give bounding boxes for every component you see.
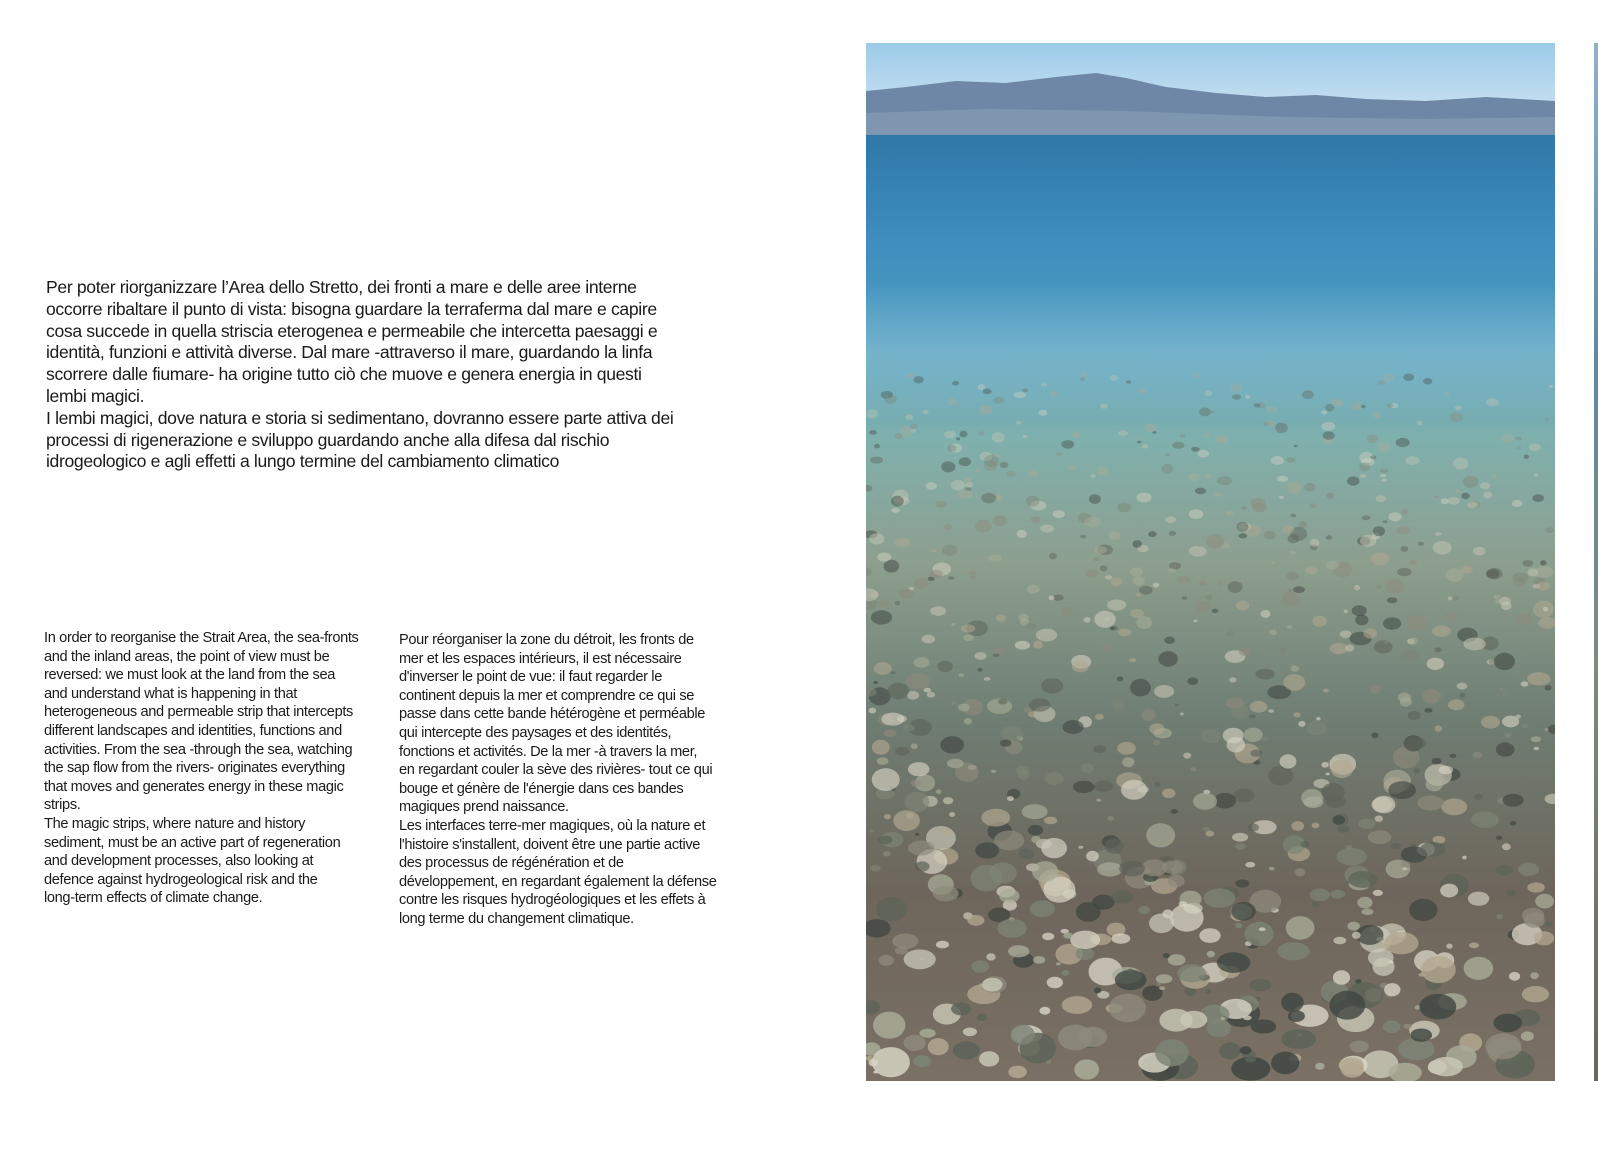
english-paragraph-2: The magic strips, where nature and history sediment, must be an active part of regeneration and development processes, also looking at defence against hydrogeological risk and the long-term effects of climate change.	[44, 815, 341, 907]
english-paragraph-1: In order to reorganise the Strait Area, the sea-fronts and the inland areas, the point of view must be reversed: we must look at the land from the sea and understand what is happening in that heterogeneous and permeable strip that intercepts different landscapes and identities, functions and activities. From the sea -through the sea, watching the sap flow from the rivers- originates everything that moves and generates energy in these magic strips.	[44, 630, 359, 814]
english-text-column	[44, 629, 389, 908]
italian-text-block	[46, 277, 726, 473]
french-text-column	[399, 631, 744, 929]
sea-shore-illustration	[866, 43, 1555, 1081]
next-page-edge	[1594, 43, 1598, 1081]
french-paragraph-1: Pour réorganiser la zone du détroit, les fronts de mer et les espaces intérieurs, il est nécessaire d'inverser le point de vue: il faut regarder le continent depuis la mer et comprendre ce qui se passe dans cette bande hétérogène et perméable qui intercepte des paysages et des identités, fonctions et activités. De la mer -à travers la mer, en regardant couler la sève des rivières- tout ce qui bouge et génère de l'énergie dans ces bandes magiques prend naissance.	[399, 632, 713, 816]
italian-paragraph-2: I lembi magici, dove natura e storia si sedimentano, dovranno essere parte attiva dei processi di rigenerazione e sviluppo guardando anche alla difesa dal rischio idrogeologico e agli effetti a lungo termine del cambiamento climatico	[46, 407, 674, 472]
sea-shore-photo	[866, 43, 1555, 1081]
french-paragraph-2: Les interfaces terre-mer magiques, où la nature et l'histoire s'installent, doivent être une partie active des processus de régénération et de développement, en regardant également la défense contre les risques hydrogéologiques et les effets à long terme du changement climatique.	[399, 817, 717, 927]
italian-paragraph-1: Per poter riorganizzare l’Area dello Stretto, dei fronti a mare e delle aree interne occorre ribaltare il punto di vista: bisogna guardare la terraferma dal mare e capire cosa succede in quella striscia eterogenea e permeabile che intercetta paesaggi e identità, funzioni e attività diverse. Dal mare -attraverso il mare, guardando la linfa scorrere dalle fiumare- ha origine tutto ciò che muove e genera energia in questi lembi magici.	[46, 277, 658, 406]
